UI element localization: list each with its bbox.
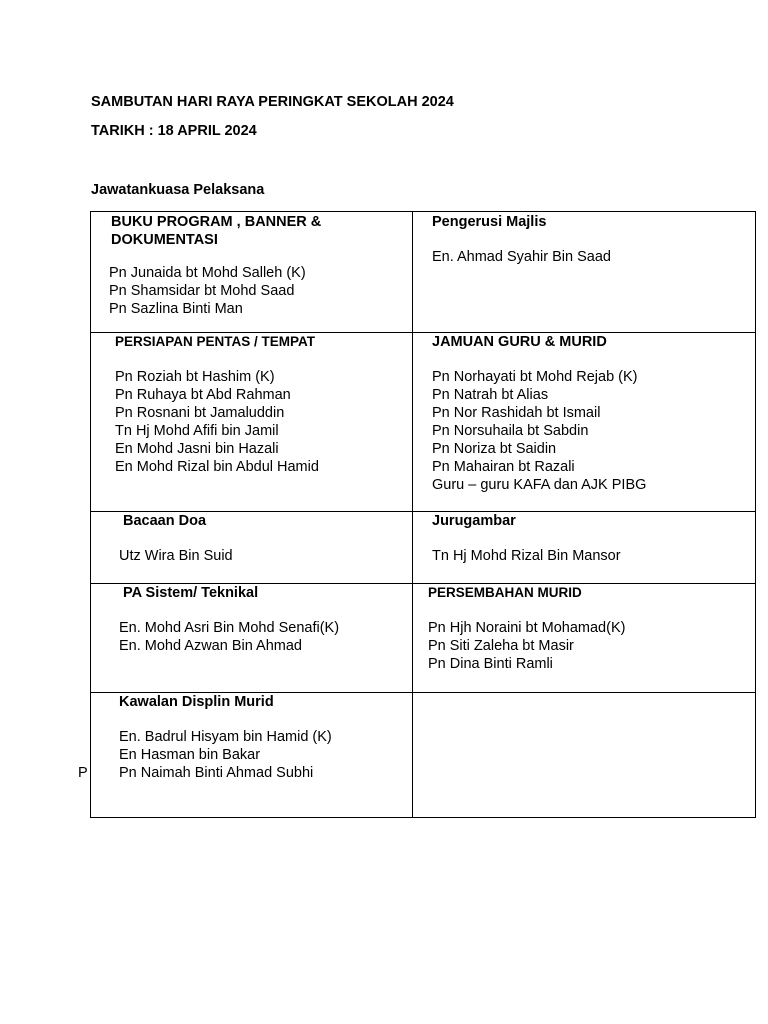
member-name: Tn Hj Mohd Rizal Bin Mansor bbox=[432, 548, 621, 564]
member-list bbox=[432, 547, 752, 565]
committee-table bbox=[90, 211, 756, 818]
section-heading: Jawatankuasa Pelaksana bbox=[91, 182, 265, 198]
committee-heading: PERSIAPAN PENTAS / TEMPAT bbox=[115, 334, 316, 349]
member-name: En. Mohd Asri Bin Mohd Senafi(K) bbox=[119, 620, 340, 636]
committee-cell-jamuan bbox=[432, 333, 752, 494]
committee-heading: JAMUAN GURU & MURID bbox=[432, 334, 607, 350]
committee-heading: Bacaan Doa bbox=[123, 513, 207, 529]
member-list bbox=[119, 547, 411, 565]
member-name: Pn Noriza bt Saidin bbox=[432, 441, 557, 457]
member-name: Pn Nor Rashidah bt Ismail bbox=[432, 405, 601, 421]
committee-cell-persembahan bbox=[428, 584, 752, 673]
member-name: Pn Norsuhaila bt Sabdin bbox=[432, 423, 589, 439]
committee-cell-kawalan-disiplin bbox=[119, 693, 411, 782]
member-list bbox=[109, 264, 411, 318]
member-name: Pn Siti Zaleha bt Masir bbox=[428, 638, 574, 654]
member-name: En. Badrul Hisyam bin Hamid (K) bbox=[119, 729, 332, 745]
committee-cell-jurugambar bbox=[432, 512, 752, 565]
member-name: Pn Naimah Binti Ahmad Subhi bbox=[119, 765, 314, 781]
committee-heading: BUKU PROGRAM , BANNER & DOKUMENTASI bbox=[111, 214, 322, 248]
member-name: Pn Ruhaya bt Abd Rahman bbox=[115, 387, 291, 403]
member-list bbox=[432, 248, 752, 266]
committee-cell-buku-program bbox=[111, 213, 411, 318]
member-name: En. Ahmad Syahir Bin Saad bbox=[432, 249, 611, 265]
member-name: En Hasman bin Bakar bbox=[119, 747, 261, 763]
empty-cell bbox=[413, 693, 755, 817]
committee-cell-pengerusi-majlis bbox=[432, 213, 752, 266]
committee-heading: Jurugambar bbox=[432, 513, 516, 529]
committee-heading: PERSEMBAHAN MURID bbox=[428, 585, 582, 600]
committee-cell-bacaan-doa bbox=[119, 512, 411, 565]
member-name: Guru – guru KAFA dan AJK PIBG bbox=[432, 477, 647, 493]
stray-mark: P bbox=[78, 765, 88, 781]
committee-heading: Kawalan Displin Murid bbox=[119, 694, 274, 710]
member-name: En Mohd Jasni bin Hazali bbox=[115, 441, 279, 457]
member-name: En. Mohd Azwan Bin Ahmad bbox=[119, 638, 302, 654]
member-list bbox=[428, 619, 752, 673]
member-name: Pn Shamsidar bt Mohd Saad bbox=[109, 283, 295, 299]
document-title: SAMBUTAN HARI RAYA PERINGKAT SEKOLAH 2024 bbox=[91, 94, 454, 110]
member-name: Pn Roziah bt Hashim (K) bbox=[115, 369, 275, 385]
event-date: TARIKH : 18 APRIL 2024 bbox=[91, 123, 257, 139]
member-list bbox=[119, 728, 411, 782]
member-name: Pn Mahairan bt Razali bbox=[432, 459, 575, 475]
member-list bbox=[115, 368, 411, 476]
committee-heading: Pengerusi Majlis bbox=[432, 214, 547, 230]
member-list bbox=[432, 368, 752, 494]
member-list bbox=[119, 619, 411, 655]
committee-heading: PA Sistem/ Teknikal bbox=[123, 585, 259, 601]
committee-cell-persiapan-pentas bbox=[115, 333, 411, 476]
member-name: Pn Rosnani bt Jamaluddin bbox=[115, 405, 285, 421]
member-name: Tn Hj Mohd Afifi bin Jamil bbox=[115, 423, 279, 439]
member-name: Pn Hjh Noraini bt Mohamad(K) bbox=[428, 620, 626, 636]
member-name: Pn Sazlina Binti Man bbox=[109, 301, 243, 317]
member-name: Pn Natrah bt Alias bbox=[432, 387, 549, 403]
member-name: Utz Wira Bin Suid bbox=[119, 548, 233, 564]
committee-cell-pa-sistem bbox=[119, 584, 411, 655]
member-name: En Mohd Rizal bin Abdul Hamid bbox=[115, 459, 319, 475]
member-name: Pn Junaida bt Mohd Salleh (K) bbox=[109, 265, 306, 281]
member-name: Pn Dina Binti Ramli bbox=[428, 656, 553, 672]
member-name: Pn Norhayati bt Mohd Rejab (K) bbox=[432, 369, 638, 385]
